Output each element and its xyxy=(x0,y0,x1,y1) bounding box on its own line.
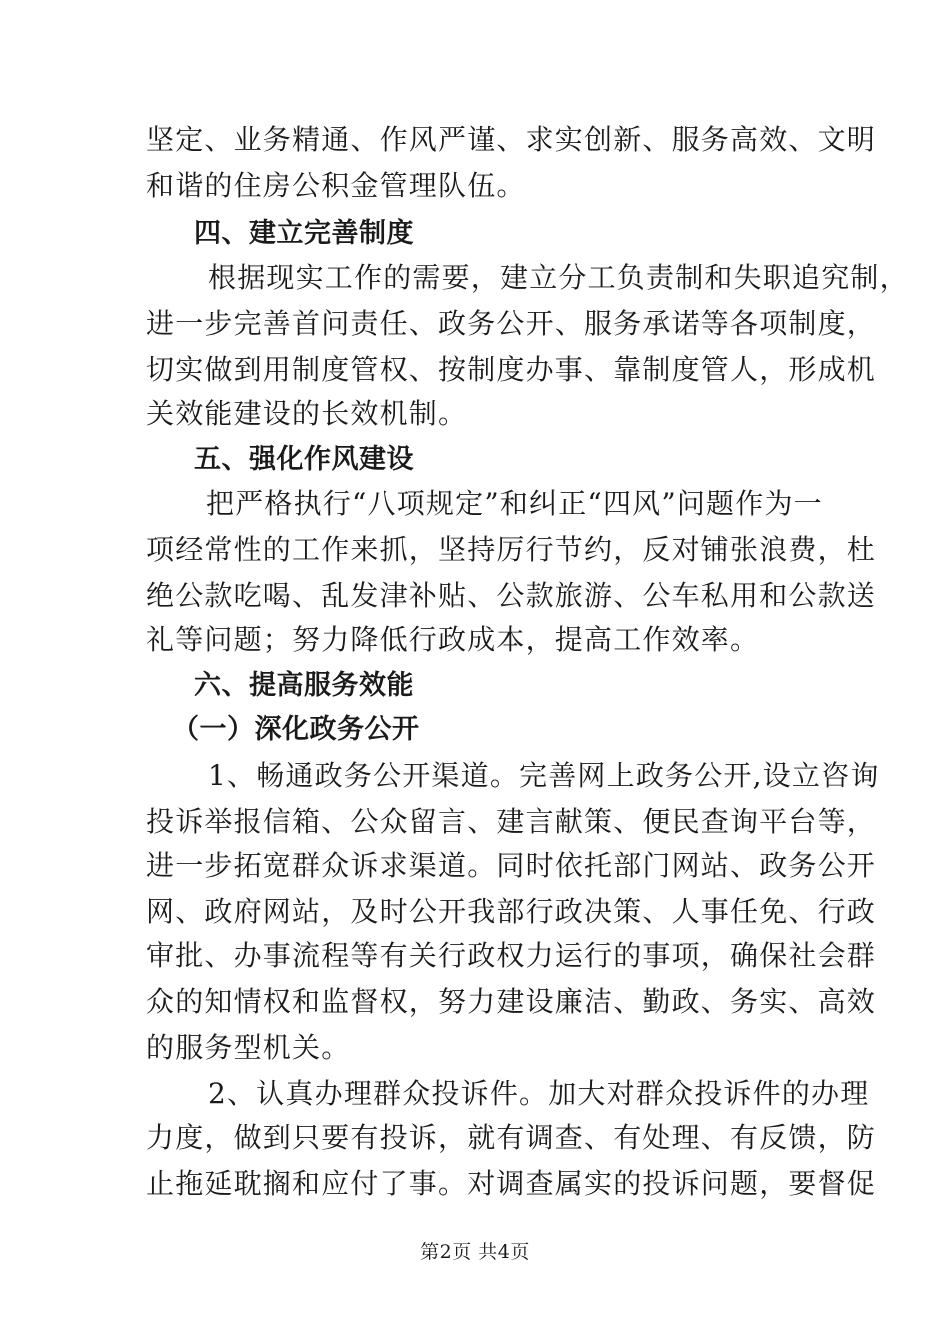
body-text-line: 项经常性的工作来抓，坚持厉行节约，反对铺张浪费，杜 xyxy=(146,533,877,566)
body-text-line: 切实做到用制度管权、按制度办事、靠制度管人，形成机 xyxy=(146,353,877,386)
body-text-line: 投诉举报信箱、公众留言、建言献策、便民查询平台等， xyxy=(146,805,877,838)
body-text-line: 礼等问题；努力降低行政成本，提高工作效率。 xyxy=(146,623,760,656)
section-heading: 六、提高服务效能 xyxy=(194,670,414,701)
body-text-line: 网、政府网站，及时公开我部行政决策、人事任免、行政 xyxy=(146,895,877,928)
body-text-line: 众的知情权和监督权，努力建设廉洁、勤政、务实、高效 xyxy=(146,985,877,1018)
body-text-line: 1、畅通政务公开渠道。完善网上政务公开,设立咨询 xyxy=(208,759,880,792)
body-text-line: 的服务型机关。 xyxy=(146,1031,351,1064)
body-text-line: 坚定、业务精通、作风严谨、求实创新、服务高效、文明 xyxy=(146,123,877,156)
body-text-line: 关效能建设的长效机制。 xyxy=(146,397,468,430)
body-text-line: 进一步完善首问责任、政务公开、服务承诺等各项制度， xyxy=(146,307,877,340)
body-text-line: 把严格执行“八项规定”和纠正“四风”问题作为一 xyxy=(206,487,823,520)
page-number-footer: 第2页 共4页 xyxy=(420,1241,530,1263)
body-text-line: 进一步拓宽群众诉求渠道。同时依托部门网站、政务公开 xyxy=(146,849,877,882)
section-heading: 四、建立完善制度 xyxy=(194,218,414,249)
body-text-line: 2、认真办理群众投诉件。加大对群众投诉件的办理 xyxy=(208,1077,870,1110)
body-text-line: 绝公款吃喝、乱发津补贴、公款旅游、公车私用和公款送 xyxy=(146,579,877,612)
subsection-heading: （一）深化政务公开 xyxy=(172,714,420,745)
body-text-line: 和谐的住房公积金管理队伍。 xyxy=(146,169,526,202)
section-heading: 五、强化作风建设 xyxy=(194,444,414,475)
body-text-line: 力度，做到只要有投诉，就有调查、有处理、有反馈，防 xyxy=(146,1121,877,1154)
body-text-line: 审批、办事流程等有关行政权力运行的事项，确保社会群 xyxy=(146,939,877,972)
body-text-line: 止拖延耽搁和应付了事。对调查属实的投诉问题，要督促 xyxy=(146,1167,877,1200)
body-text-line: 根据现实工作的需要，建立分工负责制和失职追究制， xyxy=(208,261,909,294)
